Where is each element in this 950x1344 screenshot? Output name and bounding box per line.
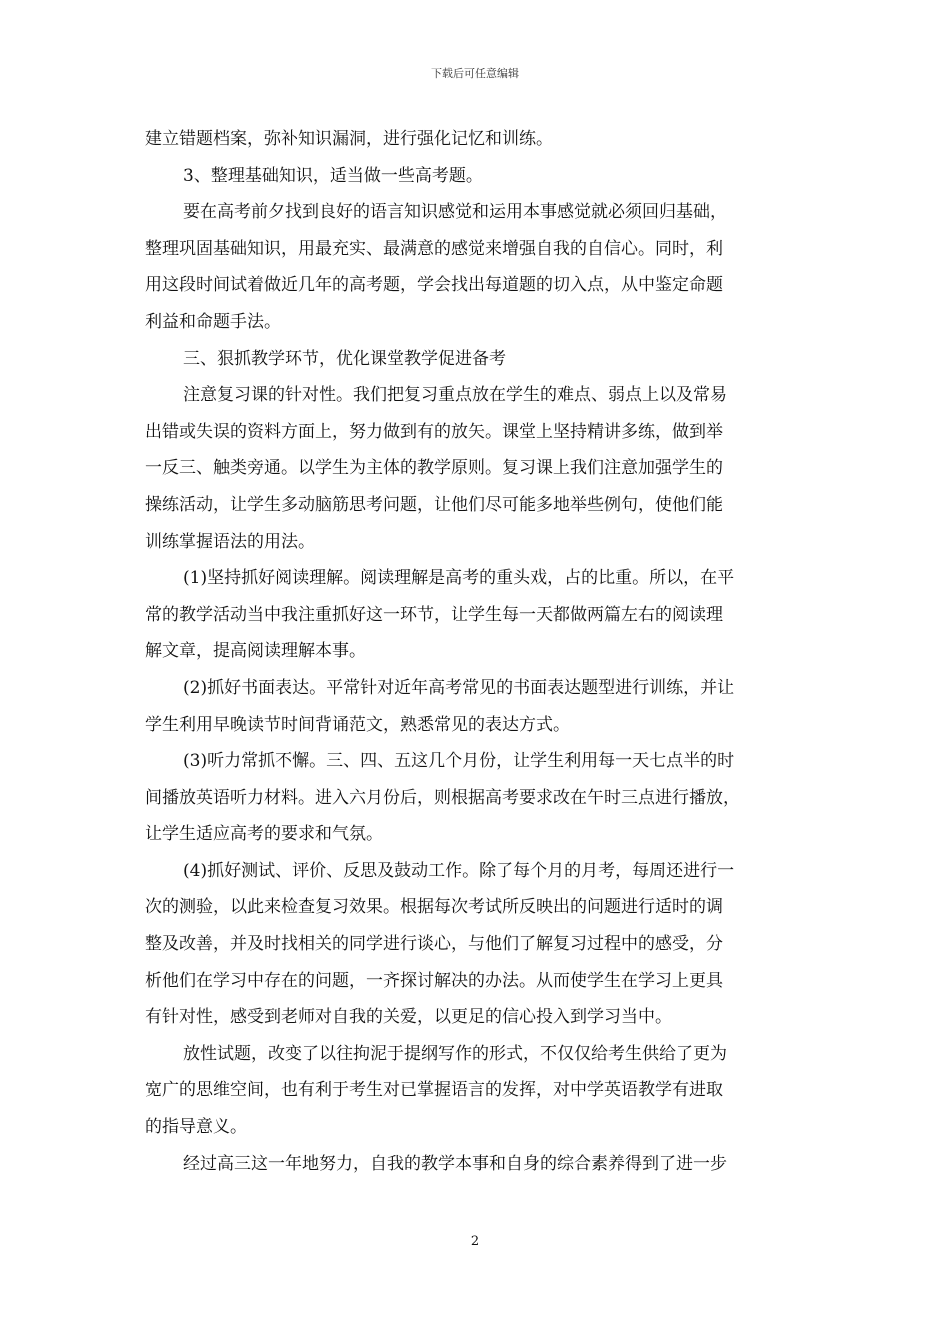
text-line: 利益和命题手法。 <box>145 311 281 332</box>
text-line: 宽广的思维空间，也有利于考生对已掌握语言的发挥，对中学英语教学有进取 <box>145 1080 723 1101</box>
text-line: (3)听力常抓不懈。三、四、五这几个月份，让学生利用每一天七点半的时 <box>183 751 735 772</box>
text-line: (2)抓好书面表达。平常针对近年高考常见的书面表达题型进行训练，并让 <box>183 677 735 698</box>
page-number: 2 <box>470 1234 480 1249</box>
text-line: 操练活动，让学生多动脑筋思考问题，让他们尽可能多地举些例句，使他们能 <box>145 494 723 515</box>
text-line: 析他们在学习中存在的问题，一齐探讨解决的办法。从而使学生在学习上更具 <box>145 970 723 991</box>
text-line: 建立错题档案，弥补知识漏洞，进行强化记忆和训练。 <box>145 129 553 149</box>
document-body <box>145 121 815 1182</box>
page-header: 下载后可任意编辑 <box>431 67 519 80</box>
text-line: 一反三、触类旁通。以学生为主体的教学原则。复习课上我们注意加强学生的 <box>145 458 723 479</box>
text-line: 有针对性，感受到老师对自我的关爱，以更足的信心投入到学习当中。 <box>145 1007 672 1028</box>
text-line: 间播放英语听力材料。进入六月份后，则根据高考要求改在午时三点进行播放， <box>145 787 740 808</box>
text-line: 用这段时间试着做近几年的高考题，学会找出每道题的切入点，从中鉴定命题 <box>145 275 723 296</box>
text-line: 解文章，提高阅读理解本事。 <box>145 641 366 662</box>
text-line: (4)抓好测试、评价、反思及鼓动工作。除了每个月的月考，每周还进行一 <box>183 860 735 881</box>
text-line: 学生利用早晚读节时间背诵范文，熟悉常见的表达方式。 <box>145 714 570 735</box>
text-line: 出错或失误的资料方面上，努力做到有的放矢。课堂上坚持精讲多练，做到举 <box>145 421 723 442</box>
text-line: 训练掌握语法的用法。 <box>145 531 315 552</box>
text-line: 经过高三这一年地努力，自我的教学本事和自身的综合素养得到了进一步 <box>183 1153 727 1174</box>
text-line: 整理巩固基础知识，用最充实、最满意的感觉来增强自我的自信心。同时，利 <box>145 238 723 259</box>
text-line: 次的测验，以此来检查复习效果。根据每次考试所反映出的问题进行适时的调 <box>145 897 723 918</box>
text-line: 整及改善，并及时找相关的同学进行谈心，与他们了解复习过程中的感受，分 <box>145 934 723 955</box>
text-line: 注意复习课的针对性。我们把复习重点放在学生的难点、弱点上以及常易 <box>183 385 727 406</box>
text-line: 放性试题，改变了以往拘泥于提纲写作的形式，不仅仅给考生供给了更为 <box>183 1043 727 1064</box>
text-line: 三、狠抓教学环节，优化课堂教学促进备考 <box>183 348 506 369</box>
text-line: 的指导意义。 <box>145 1117 247 1138</box>
text-line: 3、整理基础知识，适当做一些高考题。 <box>183 165 483 186</box>
text-line: (1)坚持抓好阅读理解。阅读理解是高考的重头戏，占的比重。所以，在平 <box>183 568 735 589</box>
text-line: 让学生适应高考的要求和气氛。 <box>145 824 383 845</box>
text-line: 要在高考前夕找到良好的语言知识感觉和运用本事感觉就必须回归基础， <box>183 202 727 223</box>
text-line: 常的教学活动当中我注重抓好这一环节，让学生每一天都做两篇左右的阅读理 <box>145 604 723 625</box>
